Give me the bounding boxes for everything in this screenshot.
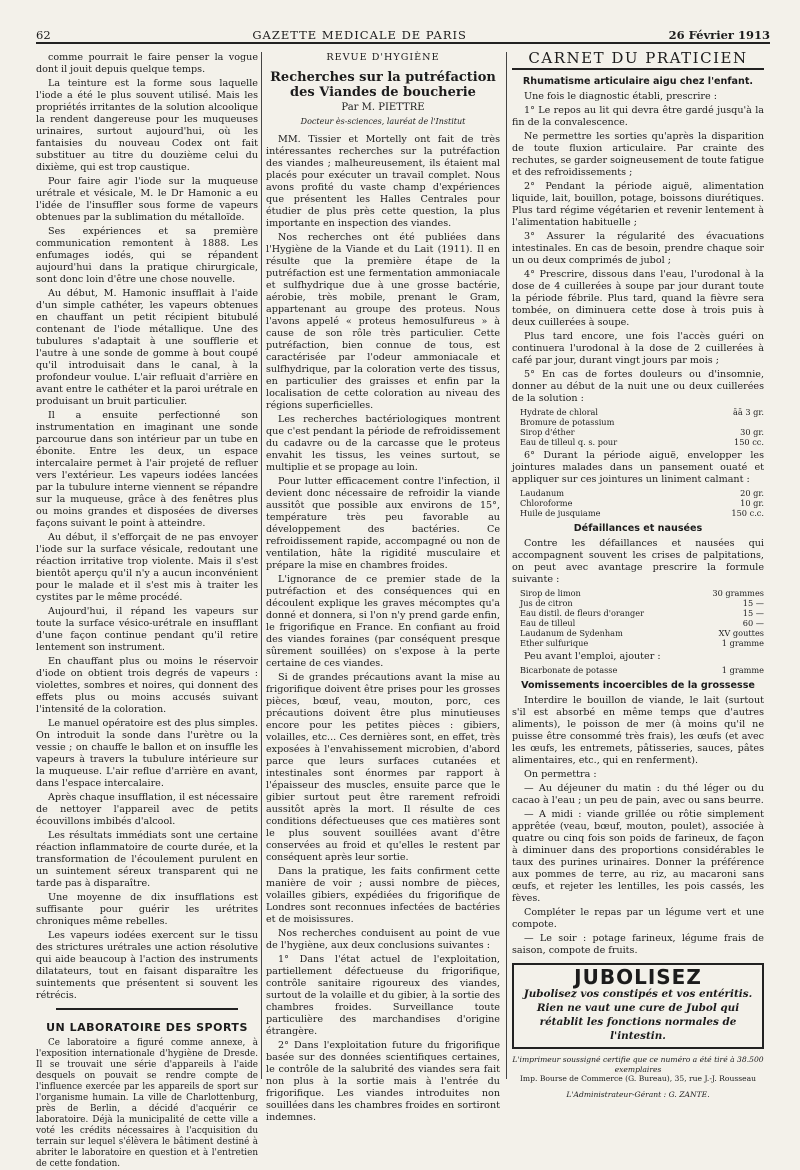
carnet-title: CARNET DU PRATICIEN <box>512 52 764 70</box>
ingredient-name: Bicarbonate de potasse <box>520 665 618 675</box>
prescription-line <box>520 427 764 437</box>
vomissements-text <box>512 695 764 957</box>
paragraph: — A midi : viande grillée ou rôtie simplement apprêtée (veau, bœuf, mouton, poulet), associée à quatre ou cinq fois son poids de farineux, de façon à diminuer dans des proportions considérables le taux des purines urinaires. Donner la préférence aux pommes de terre, au riz, au macaroni sans œufs, et rejeter les lentilles, les pois cassés, les fèves. <box>512 809 764 904</box>
hygiene-article-body <box>266 134 500 1124</box>
print-run-notice: L'imprimeur soussigné certifie que ce numéro a été tiré à 38.500 exemplaires <box>512 1055 764 1074</box>
paragraph: comme pourrait le faire penser la vogue dont il jouit depuis quelque temps. <box>36 52 258 75</box>
page-number: 62 <box>36 28 51 42</box>
paragraph: Dans la pratique, les faits confirment cette manière de voir ; aussi nombre de pièces, volailles gibiers, expédiées du frigorifique de Londres sont reconnues infectées de bactéries et de moisissures. <box>266 866 500 925</box>
paragraph: Les recherches bactériologiques montrent que c'est pendant la période de refroidissement du cadavre ou de la carcasse que le proteus envahit les tissus, les veines surtout, se multiplie et se propage au loin. <box>266 414 500 473</box>
prescription-line <box>520 628 764 638</box>
ingredient-name: Chloroforme <box>520 498 573 508</box>
paragraph: En chauffant plus ou moins le réservoir d'iode on obtient trois degrés de vapeurs : violettes, sombres et noires, qui donnent des effets plus ou moins accusés suivant l'intensité de la coloration. <box>36 656 258 715</box>
paragraph: 4° Prescrire, dissous dans l'eau, l'urodonal à la dose de 4 cuillerées à soupe par jour durant toute la période fébrile. Plus tard, quand la fièvre sera tombée, on diminuera cette dose à trois puis à deux cuillerées à soupe. <box>512 269 764 328</box>
paragraph: Aujourd'hui, il répand les vapeurs sur toute la surface vésico-urétrale en insufflant d'une façon continue pendant qu'il retire lentement son instrument. <box>36 606 258 653</box>
defaillances-heading: Défaillances et nausées <box>573 523 703 534</box>
ingredient-dose: 150 cc. <box>733 437 764 447</box>
gerant-line: L'Administrateur-Gérant : G. ZANTE. <box>566 1089 710 1099</box>
vomissements-heading: Vomissements incoercibles de la grossesse <box>521 680 755 691</box>
prescription-line <box>520 608 764 618</box>
prescription-line <box>520 508 764 518</box>
ingredient-dose: 1 gramme <box>721 665 764 675</box>
prescription-line <box>520 498 764 508</box>
section-title: REVUE D'HYGIÈNE <box>326 52 440 63</box>
ingredient-name: Sirop de limon <box>520 588 581 598</box>
column-3 <box>512 49 764 1099</box>
ingredient-name: Laudanum <box>520 488 565 498</box>
article-author: Par M. PIETTRE <box>341 102 425 113</box>
paragraph: Ses expériences et sa première communication remontent à 1888. Les enfumages iodés, qui se répandent aujourd'hui dans la pratique chirurgicale, sont donc loin d'être une chose nouvelle. <box>36 226 258 285</box>
paragraph: Interdire le bouillon de viande, le lait (surtout s'il est absorbé en même temps que d'autres aliments), le poisson de mer (à moins qu'il ne puisse être consommé très frais), les œufs (et avec les œufs, les entremets, pâtisseries, sauces, pâtes alimentaires, etc., qui en renferment). <box>512 695 764 766</box>
jubol-advertisement <box>512 963 764 1049</box>
paragraph: On permettra : <box>524 769 597 780</box>
prescription-line <box>520 588 764 598</box>
ingredient-name: Ether sulfurique <box>520 638 589 648</box>
paragraph: 2° Pendant la période aiguë, alimentation liquide, lait, bouillon, potage, boissons diurétiques. Plus tard régime végétarien et revenir lentement à l'alimentation habituelle ; <box>512 181 764 228</box>
ingredient-dose: 15 — <box>742 598 764 608</box>
iodine-article <box>36 52 258 1002</box>
issue-date: 26 Février 1913 <box>668 28 770 42</box>
prescription-line <box>520 638 764 648</box>
ingredient-dose: 30 grammes <box>712 588 764 598</box>
prescription-line <box>520 437 764 447</box>
paragraph: Au début, il s'efforçait de ne pas envoyer l'iode sur la surface vésicale, redoutant une réaction irritative trop violente. Mais il s'est bientôt aperçu qu'il n'y a aucun inconvénient pour le malade et il s'est mis à traiter les cystites par le même procédé. <box>36 532 258 603</box>
ingredient-dose: 150 c.c. <box>731 508 764 518</box>
prescription-line <box>520 407 764 417</box>
paragraph: Pour faire agir l'iode sur la muqueuse urétrale et vésicale, M. le Dr Hamonic a eu l'idée de l'insuffler sous forme de vapeurs obtenues par la sublimation du métalloïde. <box>36 176 258 223</box>
paragraph: — Le soir : potage farineux, légume frais de saison, compote de fruits. <box>512 933 764 956</box>
lab-text: Ce laboratoire a figuré comme annexe, à l'exposition internationale d'hygiène de Dresde. Il se trouvait une série d'appareils à l'aide desquels on pouvait se rendre compte de l'influence exercée par les appareils de sport sur l'organisme humain. La ville de Charlottenburg, près de Berlin, a décidé d'acquérir ce laboratoire. Déjà la municipalité de cette ville a voté les crédits nécessaires à l'acquisition du terrain sur lequel s'élèvera le bâtiment destiné à abriter le laboratoire en question et à l'entretien de cette fondation. <box>36 1038 258 1169</box>
ingredient-name: Eau distil. de fleurs d'oranger <box>520 608 645 618</box>
paragraph: Une moyenne de dix insufflations est suffisante pour guérir les urétrites chroniques même rebelles. <box>36 892 258 927</box>
prescription-bicarbonate <box>520 665 764 675</box>
ingredient-name: Laudanum de Sydenham <box>520 628 623 638</box>
ingredient-dose: 1 gramme <box>721 638 764 648</box>
paragraph: Nos recherches ont été publiées dans l'Hygiène de la Viande et du Lait (1911). Il en résulte que la première étape de la putréfaction est une fermentation ammoniacale et sulfhydrique due à une grosse bactérie, aérobie, très mobile, prenant le Gram, appartenant au groupe des proteus. Nous l'avons appelé « proteus hemosulfureus » à cause de son rôle très particulier. Cette putréfaction, bien connue de tous, est caractérisée par l'odeur ammoniacale et sulfhydrique, par la coloration verte des tissus, en particulier des graisses et enfin par la localisation de cette coloration au niveau des régions superficielles. <box>266 232 500 411</box>
paragraph: — Au déjeuner du matin : du thé léger ou du cacao à l'eau ; un peu de pain, avec ou sans beurre. <box>512 783 764 806</box>
lab-heading: UN LABORATOIRE DES SPORTS <box>46 1021 248 1034</box>
prescription-chloral <box>520 407 764 447</box>
ingredient-dose: āā 3 gr. <box>732 407 764 417</box>
ingredient-name: Sirop d'éther <box>520 427 575 437</box>
paragraph: Après chaque insufflation, il est nécessaire de nettoyer l'appareil avec de petits écouvillons imbibés d'alcool. <box>36 792 258 827</box>
column-rule-1 <box>261 52 262 1079</box>
column-rule-2 <box>506 52 507 1079</box>
paragraph: Pour lutter efficacement contre l'infection, il devient donc nécessaire de refroidir la viande aussitôt que possible aux environs de 15°, température très peu favorable au développement des bactéries. Ce refroidissement rapide, accompagné ou non de ventilation, hâte la rigidité musculaire et prépare la mise en chambres froides. <box>266 476 500 571</box>
prescription-line <box>520 417 764 427</box>
ad-title: JUBOLISEZ <box>574 965 702 989</box>
paragraph: Si de grandes précautions avant la mise au frigorifique doivent être prises pour les grosses pièces, bœuf, veau, mouton, porc, ces précautions doivent être plus minutieuses encore pour les petites pièces : gibiers, volailles, etc... Ces dernières sont, en effet, très exposées à l'envahissement microbien, d'abord parce que leurs surfaces cutanées et intestinales sont énormes par rapport à l'épaisseur des muscles, ensuite parce que le gibier surtout peut être rarement refroidi aussitôt après la mort. Il résulte de ces conditions défectueuses que ces matières sont le plus souvent souillées avant d'être conservées au froid et qu'elles le restent par conséquent après leur sortie. <box>266 672 500 863</box>
ingredient-dose: 20 gr. <box>740 488 764 498</box>
prescription-line <box>520 618 764 628</box>
ingredient-dose: 60 — <box>742 618 764 628</box>
ingredient-name: Huile de jusquiame <box>520 508 601 518</box>
author-credentials: Docteur ès-sciences, lauréat de l'Institut <box>300 117 466 126</box>
paragraph: Les vapeurs iodées exercent sur le tissu des strictures urétrales une action résolutive qui aide beaucoup à l'action des instruments dilatateurs, tout en faisant disparaître les suintements que présentent si souvent les rétrécis. <box>36 930 258 1001</box>
column-2 <box>266 52 500 1123</box>
paragraph: 5° En cas de fortes douleurs ou d'insomnie, donner au début de la nuit une ou deux cuillerées de la solution : <box>512 369 764 404</box>
paragraph: 2° Dans l'exploitation future du frigorifique basée sur des données scientifiques certaines, le contrôle de la salubrité des viandes sera fait non plus à la sortie mais à l'entrée du frigorifique. Les viandes introduites non souillées dans les chambres froides en sortiront indemnes. <box>266 1040 500 1123</box>
defaillances-text: Contre les défaillances et nausées qui accompagnent souvent les crises de palpitations, on peut avec avantage prescrire la formule suivante : <box>512 538 764 585</box>
ad-text: Jubolisez vos constipés et vos entéritis. Rien ne vaut une cure de Jubol qui rétablit les fonctions normales de l'intestin. <box>523 988 753 1042</box>
article-title: Recherches sur la putréfaction des Viandes de boucherie <box>270 70 496 100</box>
rhumatisme-heading: Rhumatisme articulaire aigu chez l'enfant. <box>522 76 754 87</box>
column-1 <box>36 52 258 1169</box>
paragraph: Les résultats immédiats sont une certaine réaction inflammatoire de courte durée, et la transformation de l'écoulement purulent en un suintement séreux transparent qui ne tarde pas à disparaître. <box>36 830 258 889</box>
paragraph: Plus tard encore, une fois l'accès guéri on continuera l'urodonal à la dose de 2 cuillerées à café par jour, durant vingt jours par mois ; <box>512 331 764 366</box>
paragraph: MM. Tissier et Mortelly ont fait de très intéressantes recherches sur la putréfaction des viandes ; malheureusement, ils étaient mal placés pour exécuter un travail complet. Nous avons profité du vaste champ d'expériences que présentent les Halles Centrales pour étudier de plus près cette question, la plus importante en inspection des viandes. <box>266 134 500 229</box>
ingredient-dose: 30 gr. <box>740 427 764 437</box>
paragraph: Compléter le repas par un légume vert et une compote. <box>512 907 764 930</box>
page-header <box>36 22 770 44</box>
paragraph: La teinture est la forme sous laquelle l'iode a été le plus souvent utilisé. Mais les propriétés irritantes de la solution alcoolique la rendent dangereuse pour les muqueuses urinaires, surtout aujourd'hui, où les fantaisies du nouveau Codex ont fait substituer au titre du douzième celui du dixième, qui est trop caustique. <box>36 78 258 173</box>
paragraph: 1° Le repos au lit qui devra être gardé jusqu'à la fin de la convalescence. <box>512 105 764 128</box>
ingredient-name: Bromure de potassium <box>520 417 615 427</box>
ingredient-name: Eau de tilleul q. s. pour <box>520 437 618 447</box>
printer-line: Imp. Bourse de Commerce (G. Bureau), 35, rue J.-J. Rousseau <box>519 1074 757 1083</box>
ingredient-name: Jus de citron <box>520 598 573 608</box>
prescription-liniment <box>520 488 764 518</box>
paragraph: L'ignorance de ce premier stade de la putréfaction et des conséquences qui en découlent explique les graves mécomptes qu'a donné et donnera, si l'on n'y prend garde enfin, le frigorifique en France. En confiant au froid des viandes foraines (par conséquent presque sûrement souillées) on s'expose à la perte certaine de ces viandes. <box>266 574 500 669</box>
rhumatisme-item-6: 6° Durant la période aiguë, envelopper les jointures malades dans un pansement ouaté et appliquer sur ces jointures un liniment calmant : <box>512 450 764 485</box>
paragraph: 3° Assurer la régularité des évacuations intestinales. En cas de besoin, prendre chaque soir un ou deux comprimés de jubol ; <box>512 231 764 266</box>
paragraph: Ne permettre les sorties qu'après la disparition de toute fluxion articulaire. Par crainte des rechutes, se garder soigneusement de toute fatigue et des refroidissements ; <box>512 131 764 178</box>
ingredient-name: Eau de tilleul <box>520 618 576 628</box>
paragraph: Au début, M. Hamonic insufflait à l'aide d'un simple cathéter, les vapeurs obtenues en chauffant un petit récipient bitubulé contenant de l'iode métallique. Une des tubulures s'adaptait à une soufflerie et l'autre à une sonde de gomme à bout coupé qu'il introduisait dans le canal, à la profondeur voulue. L'air refluait d'arrière en avant entre le cathéter et la paroi urétrale en produisant un bruit particulier. <box>36 288 258 407</box>
section-divider <box>56 1008 238 1010</box>
ingredient-dose: 15 — <box>742 608 764 618</box>
paragraph: 1° Dans l'état actuel de l'exploitation, partiellement défectueuse du frigorifique, contrôle sanitaire rigoureux des viandes, surtout de la volaille et du gibier, à la sortie des chambres froides. Surveillance toute particulière des marchandises d'origine étrangère. <box>266 954 500 1037</box>
ingredient-name: Hydrate de chloral <box>520 407 599 417</box>
prescription-limon <box>520 588 764 648</box>
rhumatisme-text <box>512 91 764 405</box>
paragraph: Nos recherches conduisent au point de vue de l'hygiène, aux deux conclusions suivantes : <box>266 928 500 951</box>
ingredient-dose: XV gouttes <box>718 628 764 638</box>
prescription-line <box>520 598 764 608</box>
prescription-line <box>520 488 764 498</box>
ajouter-text: Peu avant l'emploi, ajouter : <box>524 651 661 662</box>
journal-title: GAZETTE MEDICALE DE PARIS <box>252 28 467 42</box>
paragraph: Il a ensuite perfectionné son instrumentation en imaginant une sonde parcourue dans son intérieur par un tube en ébonite. Entre les deux, un espace intercalaire permet à l'air projeté de refluer vers l'extérieur. Les vapeurs iodées lancées par la tubulure interne viennent se répandre sur la muqueuse, grâce à des fenêtres plus ou moins grandes et disposées de diverses façons suivant le point à atteindre. <box>36 410 258 529</box>
prescription-line <box>520 665 764 675</box>
ingredient-dose: 10 gr. <box>740 498 764 508</box>
paragraph: Le manuel opératoire est des plus simples. On introduit la sonde dans l'urètre ou la vessie ; on chauffe le ballon et on insuffle les vapeurs à travers la tubulure intérieure sur la muqueuse. L'air reflue d'arrière en avant, dans l'espace intercalaire. <box>36 718 258 789</box>
paragraph: Une fois le diagnostic établi, prescrire : <box>524 91 717 102</box>
